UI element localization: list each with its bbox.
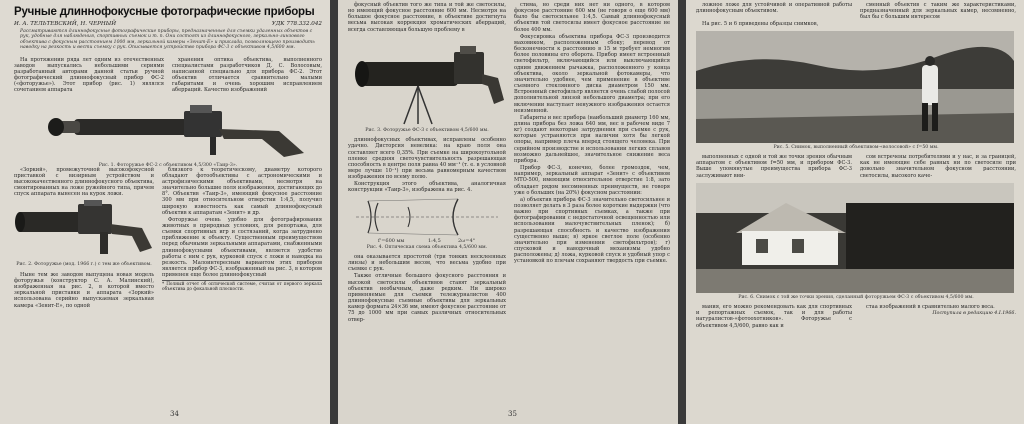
figure-2 xyxy=(14,198,154,267)
authors: И. А. ТЕЛЬТЕВСКИЙ, Н. ЧЕРНЫЙ xyxy=(14,21,117,27)
optical-scheme-diagram xyxy=(348,195,506,243)
paragraph: хранения оптика объектива, выполненного специалистами разработчиков Д. С. Волосовым, написанной специально для прибора ФС-2. Этот объектив отличается сравнительно малыми габаритами и очень хорошим исправлением аберраций. Качество изображений xyxy=(172,56,322,94)
paragraph: стаа изображений в сравнительно малого веса. xyxy=(866,304,995,311)
figure-3-caption: Рис. 3. Фоторужье ФС-3 с объективом 4,5/600 мм. xyxy=(365,127,489,133)
column-left xyxy=(696,2,852,21)
body-columns xyxy=(14,57,322,95)
landscape-photo-50mm xyxy=(696,31,1014,143)
column-left xyxy=(14,57,164,95)
paragraph: На протяжении ряда лет одним из отечественных заводов выпускались небольшими сериями разработанный авторами данной статьи ручной фотографический длиннофокусный прибор ФС-2 («фоторужье»). Этот прибор (рис. 1) являлся сочетанием аппарата xyxy=(14,56,164,94)
page-35 xyxy=(338,0,678,424)
paragraph: сом встречены потребителями и у нас, и за границей, как не имеющие себе равных ни по светосиле при довольно значительном фокусном расстоянии, светосилы, высокого каче- xyxy=(860,154,1016,179)
paragraph: а) объектив прибора ФС-3 значительно светосильнее и позволяет делать в 3 раза более короткие выдержки (что важно при спортивных съемках, а также при фотографировании с недостаточной освещенностью или использовании малочувствительных пленок); б) разрешающая способность и качество изображения существенно выше; в) яркое светлое поле (особенно значительно при изменении светофильтров); г) спусковой и наводочный механизмы удобно расположены; д) ложа, курковой спуск и удобный упор с установкой по плечам сохраняют твердость при съемке. xyxy=(514,196,670,265)
paragraph: она оказывается простотой (три тонких несклеенных линзы) и небольшим весом, что весьма удобно при съемке с рук. xyxy=(348,254,506,273)
figure-1 xyxy=(14,97,322,167)
paragraph: Ныне тем же заводом выпущена новая модель фоторужья (конструктор С. А. Малинский), изображенная на рис. 2, в которой вместо зеркальной приставки и аппарата «Зоркий» использована серийно выпускаемая зеркальная камера «Зенит-Е», по одной xyxy=(14,271,154,309)
column-right xyxy=(514,2,670,324)
column-right xyxy=(860,2,1016,21)
page-number: 35 xyxy=(508,410,517,418)
paragraph: длиннофокусных объективах, исправлены особенно удачно. Дисторсия невелика: на краю поля она составляет всего 0,35%. При съемке на широкоугольной пленке средняя светочувствительность разрешающая способность в центре поля равна 40 мм⁻¹ (т. е. в условной мере лучше 10⁻¹) при весьма равномерным качеством изображения по всему полю. xyxy=(348,137,506,181)
byline xyxy=(14,21,322,27)
udk-code: УДК 778.332.042 xyxy=(271,21,322,27)
column-left xyxy=(696,154,852,180)
paragraph: Также отличные большого фокусного расстояния и высокой светосилы объективов ставят зеркальный объектив необычным, даже редким. Ни широко применяемые для съемки тележурналистов 400 длиннофокусные съемные объективы для зеркальных камер формата 24×36 мм, имеют фокусное расстояние от 75 до 1000 мм при самых различных относительных отвер- xyxy=(348,273,506,323)
paragraph: Фоторужье очень удобно для фотографирования животных в природных условиях, для репортажа, для съемки спортивных игр и состязаний, когда затруднено приближение к объекту. Существенным преимуществом перед обычными зеркальными аппаратами, снабженными длиннофокусными объективами, является удобство работы с ним с рук, курковой спуск с ложи и наводка на резкость. Малоинтересным вариантом этих приборов является прибор ФС-3, изображенный на рис. 3, в котором применен еще более длиннофокусный xyxy=(162,216,322,279)
figure-5-caption: Рис. 5. Снимок, выполненный объективом-«волосовой» с f=50 мм. xyxy=(773,144,939,150)
figure-6-caption: Рис. 6. Снимок с той же точки зрения, сделанный фоторужьем ФС-3 с объективом 4,5/600 мм. xyxy=(738,294,974,300)
figure-4 xyxy=(348,195,506,250)
article-title: Ручные длиннофокусные фотографические приборы xyxy=(14,6,315,18)
focal-length-label: f'=600 мм xyxy=(378,237,405,243)
figure-6 xyxy=(696,183,1016,300)
column-right xyxy=(860,304,1016,330)
paragraph: сменный объектив с таким же характеристиками, предназначенный для зеркальных камер, несомненно, был бы с большим интересом xyxy=(860,2,1016,21)
rifle-camera-1966-image xyxy=(14,198,154,260)
paragraph: стима, но среди них нет ни одного, в котором фокусное расстояние 600 мм (не говоря о еще 600 мм) было бы светосильнее 1:4,5. Самый длиннофокусный объектив той светосилы имеет фокусное расстояние не более 400 мм. xyxy=(514,2,670,33)
page-36 xyxy=(686,0,1024,424)
aperture-label: 1:4,5 xyxy=(428,237,441,243)
paragraph: Габариты и вес прибора (наибольший диаметр 160 мм, длина прибора без ложа 640 мм, вес в рабочем виде 7 кг) создают некоторые затруднения при съемке с рук, которые устраняются при наличии хотя бы легкой опоры, например плеча вперед стоящего человека. При серийном производстве и использовании легких сплавов возможно дальнейшее, значительное снижение веса прибора. xyxy=(514,114,670,164)
figure-1-caption: Рис. 1. Фоторужье ФС-2 с объективом 4,5/300 «Таир-3». xyxy=(98,162,238,168)
footnote: * Полный отчет об оптической системе, считая от первого зеркала объектива до фокальной плоскости. xyxy=(162,282,322,293)
column-right xyxy=(162,167,322,310)
paragraph: ложное ложе для устойчивой и оперативной работы длиннофокусным объективом. xyxy=(696,2,852,15)
paragraph: «Зоркий», промежуточной высокофокусной приставкой с визирным устройством и высококачественного длиннофокусного объектива, смонтированных на ложе ружейного типа, причем спуск аппарата вынесен на курок ложи. xyxy=(14,166,154,198)
figure-4-caption: Рис. 4. Оптическая схема объектива 4,5/600 мм. xyxy=(366,244,488,250)
figure-5 xyxy=(696,31,1016,150)
received-date: Поступила в редакцию 4.I.1966. xyxy=(932,311,1016,317)
column-left xyxy=(348,2,506,324)
house-photo-600mm xyxy=(696,183,1014,293)
abstract: Рассматриваются длиннофокусные фотографические приборы, предназначенные для съемки удаленных объектов с рук, удобные для наблюдения, спортивных съемок и т. п. Они состоят из длиннофокусного, зеркально-линзового объектива с фокусным расстоянием 1000 мм, зеркальной камеры «Зенит-Е» и приклада, позволяющего производить наводку на резкость и вести съемку с рук. Описывается устройство прибора ФС-3 с объективом 4,5/600 мм. xyxy=(20,29,315,51)
page-34 xyxy=(0,0,330,424)
column-left xyxy=(14,167,154,310)
page-number: 34 xyxy=(170,410,179,418)
paragraph: близкого к теоретическому, диаметру которого обладают фотообъективы с астрономическими и астрофизическими объективами, несмотря на значительно большие поля изображения, достигающих до 8°. Объектив «Таир-3», имеющий фокусное расстояние 300 мм при относительном отверстии 1:4,5, получил широкую известность как самый длиннофокусный объектив к аппаратам «Зенит» и др. xyxy=(162,166,322,216)
field-angle-label: 2ω=4° xyxy=(458,237,476,243)
paragraph: Фокусировка объектива прибора ФС-3 производится маховиком, расположенным сбоку; перевод от бесконечности к расстоянию в 15 м требует немногим более половины его оборота. Прибор имеет встроенный светофильтр, включающийся или выключающийся одним движением рычажка, расположенного у конца объектива, около зеркальной фотокамеры, что значительно удобнее, чем применение в объективе съемного стеклянного диска диаметром 150 мм. Встроенный светофильтр является очень слабой полосой дополнительной линзой небольшого диаметра; при его включении наступает ненужного изображения остается неизменной. xyxy=(514,33,670,114)
paragraph: На рис. 5 и 6 приведены образцы снимков, xyxy=(702,21,819,28)
rifle-camera-fs2-image xyxy=(14,97,314,167)
paragraph: Прибор ФС-3, конечно, более громоздок, чем, например, зеркальный аппарат «Зенит» с объективом МТО-500, имеющим относительное отверстие 1:8, зато обладает рядом несомненных преимуществ, не говоря уже о больших (на 20%) фокусном расстоянии: xyxy=(514,165,670,196)
column-right xyxy=(172,57,322,95)
figure-3 xyxy=(348,34,506,133)
paragraph: фокусный объектив того же типа и той же светосилы, но имеющий фокусное расстояние 600 мм. Несмотря на большое фокусное расстояние, в объективе достигнута весьма высокая коррекция хроматических аберраций, всегда составляющая большую проблему в xyxy=(348,2,506,33)
column-left xyxy=(696,304,852,330)
rifle-camera-fs3-image xyxy=(348,34,506,126)
figure-2-caption: Рис. 2. Фоторужье (мод. 1966 г.) с тем же объективом. xyxy=(16,262,152,268)
paragraph: выполненных с одной и той же точки зрения обычным аппаратом с объективом f=50 мм, и прибором ФС-3. Выше упомянутые преимущества прибора ФС-3 заслуживают вни- xyxy=(696,154,852,179)
column-right xyxy=(860,154,1016,180)
paragraph: Конструкция этого объектива, аналогичная конструкции «Таир-3», изображена на рис. 4. xyxy=(348,181,506,194)
paragraph: мания, его можно рекомендовать как для спортивных и репортажных съемок, так и для работы натуралистов-«фотоохотников». Фоторужье с объективом 4,5/600, равно как и xyxy=(696,304,852,329)
